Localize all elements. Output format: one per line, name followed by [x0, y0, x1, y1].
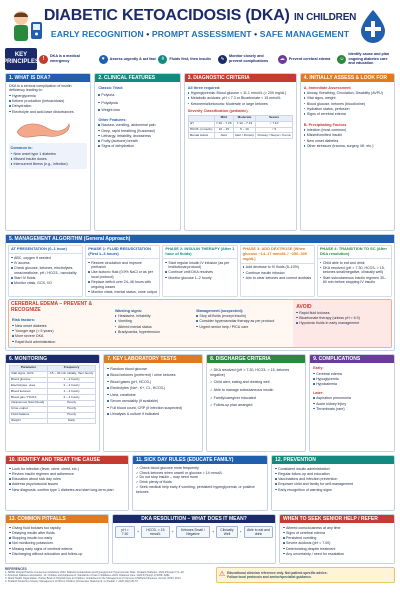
section-title: WHEN TO SEEK SENIOR HELP / REFER — [280, 515, 394, 523]
iv-bag-icon: ◊ — [158, 55, 167, 64]
text: Alert / Drowsy — [234, 132, 255, 137]
text: Severe — [256, 115, 292, 121]
text: Stopping insulin too early — [12, 536, 53, 541]
list-item — [11, 162, 86, 166]
text: Missed/omitted insulin — [306, 133, 343, 138]
text: Missed insulin doses — [13, 157, 47, 162]
list-item — [304, 112, 391, 116]
text: PHASE 4: TRANSITION TO SC (After DKA resolution) — [318, 246, 391, 259]
section-title: 3. DIAGNOSTIC CRITERIA — [185, 74, 296, 82]
text: Severe acidosis (pH < 7.00) — [286, 541, 331, 546]
section-title: 11. SICK DAY RULES (EDUCATE FAMILY) — [133, 456, 267, 464]
text: PHASE 1: FLUID RESUSCITATION (First 1–4 hours) — [86, 246, 159, 259]
text: Regular follow-up and education — [278, 471, 330, 476]
resolution-clinically-well: Clinically Well — [216, 526, 238, 539]
text: Altered consciousness at any time — [286, 525, 341, 530]
text: Child alert, eating and drinking well — [213, 380, 270, 385]
list-item — [98, 108, 176, 112]
text: Signs of cerebral edema — [286, 530, 325, 535]
text: DKA resolved (pH > 7.30, HCO3- > 15, ketones small/negative, clinically well) — [322, 265, 385, 275]
section-title: 4. INITIALLY ASSESS & LOOK FOR — [301, 74, 394, 82]
monitor-icon: ∿ — [218, 55, 227, 64]
list-item — [98, 129, 176, 133]
text: New diagnosis: confirm type 1 diabetes and start long-term plan — [12, 487, 114, 492]
text: Vital signs, weight — [306, 96, 336, 101]
text: Acute kidney injury — [316, 401, 347, 406]
text: Hourly — [47, 406, 95, 412]
text: Urinalysis & culture if indicated — [110, 412, 160, 417]
avoid-box — [293, 300, 391, 347]
text: 2 – 4 hourly — [47, 395, 95, 401]
text: Signs of cerebral edema — [306, 112, 346, 117]
text: AVOID — [296, 303, 312, 310]
text: New onset diabetes — [306, 138, 339, 143]
list-item — [188, 91, 293, 95]
key-principles — [5, 48, 395, 70]
text: 1 – 2 hourly — [47, 377, 95, 383]
text: Electrolyte and acid-base disturbances — [12, 109, 74, 114]
text: 7.10 – 7.19 — [233, 121, 256, 127]
header — [5, 6, 395, 46]
text: Check blood glucose more frequently — [139, 465, 199, 470]
text: 10 – 15 — [214, 127, 233, 133]
text: AT PRESENTATION (0–1 hour) — [9, 246, 82, 254]
text: Start IV fluids — [14, 276, 36, 280]
text: Signs of dehydration — [101, 144, 135, 149]
list-item — [11, 152, 86, 156]
section-senior-help — [279, 514, 395, 564]
text: Drowsy / Stupor / Coma — [257, 132, 291, 137]
cerebral-edema-title: CEREBRAL EDEMA – PREVENT & RECOGNIZE — [11, 301, 93, 314]
section-sick-day-rules — [132, 455, 268, 511]
principle-item — [337, 48, 395, 70]
list-item — [304, 107, 391, 111]
text: Deep, rapid breathing (Kussmaul) — [101, 128, 156, 133]
text: Vaccinations and infection prevention — [278, 477, 338, 482]
all-required-title: All three required: — [187, 85, 221, 90]
text: Hyperglycemia — [12, 93, 36, 98]
list-item — [9, 94, 87, 98]
page-subtitle — [5, 29, 395, 40]
section-title: 13. COMMON PITFALLS — [6, 515, 108, 523]
text: Blood ketones — [10, 389, 48, 395]
text: Review insulin regimen and adherence — [12, 471, 74, 476]
text: Identify cause and plan ongoing diabetes care and education — [348, 52, 390, 66]
text: Altered mental status — [117, 324, 152, 329]
text: Follow-up plan arranged — [213, 403, 253, 408]
text: New onset diabetes — [15, 323, 47, 328]
text: Urine output — [10, 406, 48, 412]
text: Blood gases (pH, HCO3-) — [110, 379, 152, 384]
stethoscope-icon: ♥ — [99, 55, 108, 64]
text: Rapid fluid administration — [15, 339, 56, 344]
text: Headache, irritability — [117, 314, 151, 319]
text: Blood glucose — [10, 377, 48, 383]
text: Hourly — [47, 412, 95, 418]
phase-fluid-resuscitation — [85, 245, 160, 297]
text: Check glucose, ketones, electrolytes, urea/creatinine, pH / HCO3-, osmolality — [14, 266, 77, 275]
text: Hypokalemia — [316, 382, 337, 387]
text: Persistent vomiting — [286, 536, 317, 541]
text: Other stressors (trauma, surgery, MI, etc.) — [306, 144, 374, 149]
text: < 7.10 — [256, 121, 292, 127]
text: Blood glucose, ketones (blood/urine) — [306, 101, 366, 106]
text: Consider hyperosmolar therapy as per protocol — [199, 319, 275, 324]
list-item — [304, 133, 391, 137]
text: Electrolytes, urea — [10, 383, 48, 389]
text: Alert — [214, 133, 233, 139]
section-prevention — [271, 455, 395, 511]
text: Able to manage subcutaneous insulin — [213, 387, 274, 392]
text: Full blood count, CRP (if infection suspected) — [110, 405, 183, 410]
text: + — [212, 529, 215, 534]
list-item — [188, 96, 293, 100]
text: Fluid balance — [10, 412, 48, 418]
text: Warning signs: — [114, 308, 143, 313]
section-title: 10. IDENTIFY AND TREAT THE CAUSE — [6, 456, 128, 464]
phase-presentation — [8, 245, 83, 297]
text: Hydration status, perfusion — [306, 106, 350, 111]
text: 2. American Diabetes Association. 14. Children and Adolescents: Standards of Care in Diabetes–2024. Diabetes Care. 2024;47(Suppl 1):S258–S281. — [5, 573, 171, 577]
text: 1. ISPAD Clinical Practice Consensus Guidelines 2022: Diabetic Ketoacidosis and Hyperglycemic Hyperosmolar State. Pediatric Diabetes. 2022;23(suppl 7):1–26. — [5, 570, 185, 574]
text: Frequency — [47, 365, 95, 371]
text: Intravenous fluid (blood) — [10, 400, 48, 406]
text: Early: — [313, 366, 324, 371]
text: Urea, creatinine — [110, 392, 136, 397]
principle-item — [158, 48, 216, 70]
text: Add dextrose to IV fluids (5–10%) — [245, 265, 300, 270]
key-principles-label: KEY PRINCIPLES — [5, 48, 37, 70]
text: Monitor vitals, GCS, I/O — [14, 281, 52, 286]
text: Address psychosocial issues — [12, 482, 58, 487]
list-item — [98, 139, 176, 143]
text: 3. World Health Organization. Pocket Book of Hospital Care for Children: Guidelines for the Management of Common Childhood Illnesses. 2nd ed. WHO; 2013. — [5, 577, 182, 581]
text: Moderate — [233, 115, 256, 121]
section-title: 9. COMPLICATIONS — [310, 355, 394, 363]
text: More severe DKA — [15, 334, 44, 339]
section-clinical-features — [94, 73, 180, 231]
text: Child able to eat and drink — [322, 260, 365, 265]
text: Metabolic acidosis: pH < 7.3 or Bicarbonate < 15 mmol/L — [190, 96, 282, 101]
text: Deteriorating despite treatment — [286, 546, 336, 551]
list-item — [188, 102, 293, 106]
common-title: Common in: — [10, 146, 33, 151]
phase-insulin-therapy — [162, 245, 237, 297]
text: Later: — [313, 390, 324, 395]
text: Mental status — [188, 133, 214, 139]
text: Ketone production (ketoacidosis) — [12, 99, 65, 104]
section-monitoring — [5, 354, 100, 452]
other-title: Other Features: — [98, 117, 127, 122]
intro-text: DKA is a serious complication of insulin deficiency leading to: — [9, 84, 72, 93]
list-item — [9, 110, 87, 114]
section-title: 2. CLINICAL FEATURES — [95, 74, 179, 82]
text: Seek medical help early if vomiting, persistent hyperglycemia, or positive ketones — [135, 484, 255, 494]
text: Rapid fluid boluses — [299, 310, 330, 315]
text: New onset type 1 diabetes — [13, 151, 56, 156]
cerebral-edema-box — [8, 299, 392, 348]
text: Prevent cerebral edema — [288, 56, 331, 61]
table-row — [188, 133, 292, 139]
resolution-hco3: HCO3- > 15 mmol/L — [141, 526, 170, 539]
text: Any uncertainty / need for escalation — [286, 551, 345, 556]
text: Random blood glucose — [110, 366, 148, 371]
section-diagnostic-criteria — [184, 73, 297, 231]
phase-transition-sc — [317, 245, 392, 297]
text: + — [239, 529, 242, 534]
text: Management (suspected): — [196, 308, 244, 313]
text: REFERENCES — [5, 566, 27, 571]
text: Vomiting — [117, 319, 132, 324]
text: PROMPT ASSESSMENT — [151, 29, 252, 39]
text: Start subcutaneous insulin regimen 30–60 min before stopping IV insulin — [322, 275, 386, 285]
list-item — [9, 99, 87, 103]
text: Fluids first, then insulin — [169, 56, 211, 61]
text: Bicarbonate therapy (unless pH < 6.9) — [299, 315, 360, 320]
list-item — [9, 104, 87, 108]
text: Polydipsia — [101, 100, 118, 105]
text: Replace deficit over 24–48 hours with ongoing losses — [91, 280, 152, 289]
phase-add-dextrose — [240, 245, 315, 297]
section-title: DKA RESOLUTION – WHAT DOES IT MEAN? — [113, 515, 275, 523]
text: EARLY RECOGNITION — [50, 29, 144, 39]
text: Thrombosis (rare) — [316, 406, 345, 411]
text: Drink plenty of fluids — [139, 480, 172, 485]
list-item — [11, 157, 86, 161]
section-lab-tests — [103, 354, 203, 452]
section-discharge-criteria — [206, 354, 306, 452]
text: Hourly — [47, 400, 95, 406]
text: Not monitoring potassium — [12, 541, 53, 546]
text: DIABETIC KETOACIDOSIS (DKA) — [43, 7, 290, 24]
text: Look for infection (fever, urine, chest, etc.) — [12, 466, 79, 471]
insulin-drop-icon — [355, 8, 391, 44]
text: Ketonemia/ketonuria: Moderate or large ketones — [190, 101, 268, 106]
text: • — [254, 29, 258, 39]
family-icon: ☺ — [339, 55, 345, 62]
text: Aim to clear ketones and correct acidosis — [245, 275, 312, 280]
section-common-pitfalls — [5, 514, 109, 564]
text: Urgent senior help / PICU care — [199, 324, 249, 329]
text: • — [146, 29, 150, 39]
alert-icon: ! — [39, 55, 48, 64]
text: 4. Pediatric Endocrine Society. Management of DKA in Children (Consensus Statement). Int Pediatr J. 2020;10(2):45–57. — [5, 580, 139, 584]
text: Continue insulin infusion — [245, 270, 285, 275]
section-what-is-dka — [5, 73, 91, 231]
text: Consistent insulin administration — [278, 466, 330, 471]
principle-item — [39, 48, 97, 70]
list-item — [98, 123, 176, 127]
list-item — [98, 101, 176, 105]
text: Serum osmolality (if available) — [110, 399, 159, 404]
list-item — [304, 128, 391, 132]
text: pH — [188, 121, 214, 127]
child-glucometer-icon — [9, 8, 47, 44]
text: Monitor glucose 1–2 hourly — [168, 275, 212, 280]
section-title: 12. PREVENTION — [272, 456, 394, 464]
warning-icon: ⚠ — [218, 570, 226, 578]
text: Hyperglycemia: Blood glucose > 11.1 mmol/L (> 200 mg/dL) — [190, 91, 287, 96]
assessment-title: A. Immediate Assessment — [303, 85, 351, 90]
section-title: 8. DISCHARGE CRITERIA — [207, 355, 305, 363]
text: Education about sick day rules — [12, 477, 61, 482]
principle-item — [218, 48, 276, 70]
text: Giving fluid boluses too rapidly — [12, 525, 61, 530]
text: 2 – 4 hourly — [47, 383, 95, 389]
text: Risk factors: — [12, 318, 36, 323]
text: Monitor vitals, mental status, urine output — [91, 289, 157, 294]
text: Hypotonic fluids in early management — [299, 321, 360, 326]
severity-table — [188, 115, 293, 139]
resolution-eat-drink: Able to eat and drink — [244, 526, 273, 539]
list-item — [98, 134, 176, 138]
section-title: 7. KEY LABORATORY TESTS — [104, 355, 202, 363]
text: Monitor closely and prevent complications — [229, 54, 269, 63]
text: + — [171, 529, 174, 534]
severity-title: Severity Classification (pediatric) — [187, 109, 248, 114]
text: Younger age (< 5 years) — [15, 328, 54, 333]
text: + — [137, 529, 140, 534]
text: SAFE MANAGEMENT — [259, 29, 350, 39]
text: Dehydration — [12, 104, 32, 109]
monitoring-table — [9, 365, 96, 425]
text: PHASE 2: INSULIN THERAPY (After 1 hour of fluids) — [163, 246, 236, 259]
text: Daily — [47, 418, 95, 424]
text: Intercurrent illness (e.g., infection) — [13, 162, 68, 167]
list-item — [98, 93, 176, 97]
text: Use isotonic fluid (0.9% NaCl or as per local protocol) — [91, 270, 153, 279]
text: Electrolytes (Na+, K+, Cl-, HCO3-) — [110, 386, 166, 391]
text: Blood gas / HCO3- — [10, 395, 48, 401]
references — [5, 567, 213, 584]
text: Weight — [10, 418, 48, 424]
list-item — [98, 144, 176, 148]
precipitating-title: B. Precipitating Factors — [303, 122, 347, 127]
text: Airway, Breathing, Circulation, Disability (AVPU) — [306, 91, 383, 96]
brain-icon: ☁ — [279, 55, 285, 62]
text: Do not stop insulin – may need more — [139, 475, 198, 480]
text: Discharging without education and follow-up — [12, 551, 83, 556]
table-row — [10, 418, 96, 424]
text: IN CHILDREN — [293, 12, 357, 23]
text: Parameter — [10, 365, 48, 371]
text: Lethargy, irritability, drowsiness — [101, 133, 151, 138]
list-item — [304, 102, 391, 106]
text: Family/caregiver educated — [213, 395, 256, 400]
text: IV access — [14, 260, 30, 265]
text: PHASE 3: ADD DEXTROSE (When glucose ~14–17 mmol/L / ~250–300 mg/dL) — [241, 246, 314, 264]
text: 5 – 10 — [233, 127, 256, 133]
text: Hypoglycemia — [316, 377, 339, 382]
text: Restore circulation and improve perfusion — [91, 260, 142, 270]
text: Continue until DKA resolves — [168, 270, 213, 275]
triad-title: Classic Triad: — [98, 85, 124, 90]
section-management-algorithm — [5, 234, 395, 351]
text: Blood ketones (preferred) / urine ketones — [110, 373, 176, 378]
page-title — [5, 6, 395, 26]
text: HCO3- (mmol/L) — [189, 127, 213, 132]
text: ABC, oxygen if needed — [14, 255, 51, 260]
list-item — [304, 96, 391, 100]
text: Early recognition of warning signs — [278, 487, 332, 492]
footer — [5, 567, 395, 584]
text: < 5 — [256, 127, 292, 133]
text: Aspiration pneumonia — [316, 396, 351, 401]
disclaimer — [216, 567, 395, 584]
text: Missing early signs of cerebral edema — [12, 546, 73, 551]
text: Stop all fluids (except insulin) — [199, 314, 246, 319]
text: Cerebral edema — [316, 371, 342, 376]
text: 1 – 2 hourly — [47, 389, 95, 395]
text: Educational clinician reference only. Not patient-specific advice. — [227, 570, 328, 575]
section-identify-cause — [5, 455, 129, 511]
section-title: 5. MANAGEMENT ALGORITHM (General Approach) — [6, 235, 394, 243]
text: Polyuria — [101, 93, 115, 98]
list-item — [304, 144, 391, 148]
text: Fruity (acetone) breath — [101, 139, 138, 144]
text: Mild — [214, 115, 233, 121]
text: Weight loss — [101, 108, 120, 113]
text: Assess urgently & act fast — [109, 56, 156, 61]
list-item — [304, 91, 391, 95]
principle-item — [278, 48, 336, 70]
text: Check ketones when unwell or glucose > 14 mmol/L — [139, 470, 223, 475]
text: Start regular insulin IV infusion (as per institutional protocol) — [168, 260, 230, 270]
text: Follow local protocols and senior/specialist guidance. — [227, 575, 312, 580]
text: Empower child and family for self-management — [278, 482, 353, 487]
section-complications — [309, 354, 395, 452]
list-item — [304, 139, 391, 143]
section-dka-resolution — [112, 514, 276, 564]
section-title: 1. WHAT IS DKA? — [6, 74, 90, 82]
pancreas-icon — [13, 118, 73, 140]
resolution-ph: pH > 7.30 — [115, 526, 135, 539]
resolution-ketones: Ketones Small / Negative — [176, 526, 210, 539]
text: 7.20 – 7.29 — [216, 121, 232, 126]
text: DKA is a medical emergency — [50, 54, 80, 63]
text: 15 – 30 min initially, then hourly — [47, 371, 95, 377]
section-initial-assessment — [300, 73, 395, 231]
text: Infection (most common) — [306, 128, 347, 133]
text: Delaying insulin after fluids — [12, 530, 55, 535]
principle-item — [99, 48, 157, 70]
text: Vital signs, GCS — [10, 371, 48, 377]
text: Bradycardia, hypertension — [117, 330, 160, 334]
text: Nausea, vomiting, abdominal pain — [101, 123, 156, 128]
text: DKA resolved (pH > 7.30, HCO3- > 15, ketones negative) — [210, 367, 290, 377]
section-title: 6. MONITORING — [6, 355, 99, 363]
